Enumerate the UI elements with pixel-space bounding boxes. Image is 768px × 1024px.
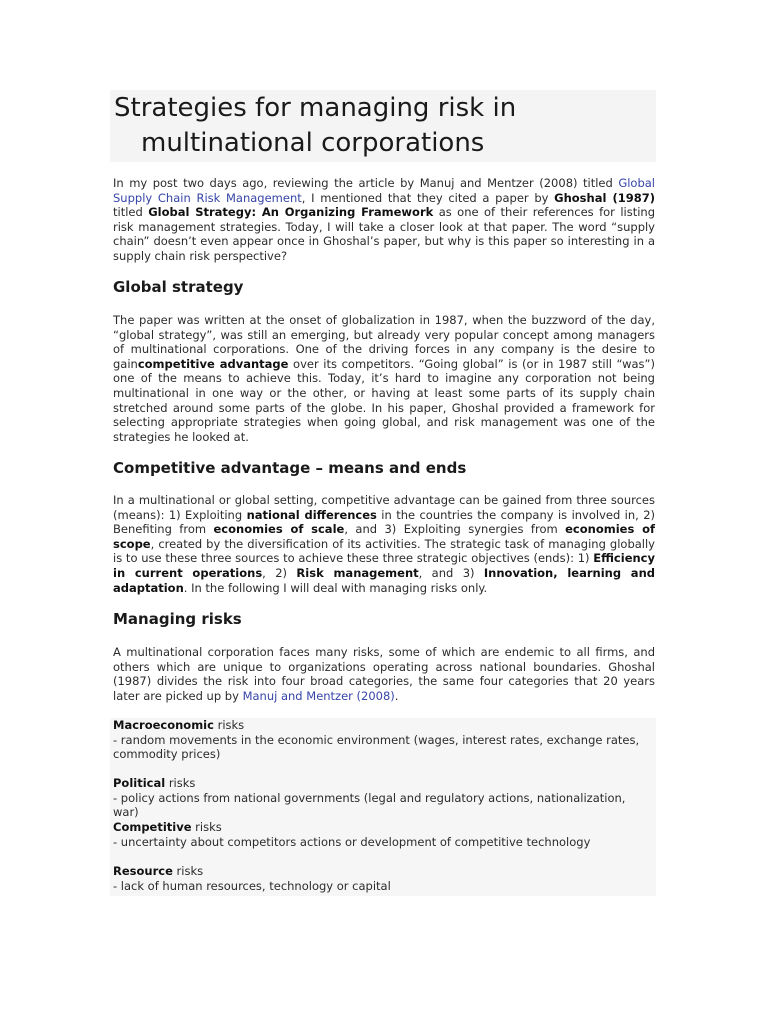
risk-categories-list <box>110 718 656 896</box>
risk-suffix: risks <box>213 718 245 732</box>
intro-text-4: as one of their references for listing risk management strategies. Today, I will take a closer look at that paper. The word “supply chain” doesn’t even appear once in Ghoshal’s paper, but why is this paper so interesting in a supply chain risk perspective? <box>113 205 655 263</box>
risk-suffix: risks <box>165 776 196 790</box>
ca-text-2: in the countries the company is involved in, 2) Benefiting from <box>113 507 656 537</box>
link-global-supply-chain-risk-management[interactable]: Global Supply Chain Risk Management <box>113 176 655 205</box>
list-item-resource-risks <box>113 864 653 893</box>
page-title-line-2: multinational corporations <box>141 128 485 158</box>
risk-suffix: risks <box>172 864 204 878</box>
risk-name: Resource <box>113 864 173 878</box>
list-item-macroeconomic-risks <box>113 718 653 762</box>
risk-name: Macroeconomic <box>113 718 214 732</box>
global-strategy-paragraph <box>113 313 655 444</box>
page-title-line-1: Strategies for managing risk in <box>114 93 517 123</box>
ca-text-6: , and 3) <box>418 565 484 580</box>
list-item-political-risks <box>113 776 653 820</box>
competitive-advantage-paragraph <box>113 493 655 595</box>
intro-paragraph <box>113 176 655 264</box>
risk-description: - lack of human resources, technology or capital <box>113 878 391 893</box>
heading-competitive-advantage: Competitive advantage – means and ends <box>113 459 467 477</box>
ca-bold-innovation: Innovation, learning and adaptation <box>113 565 655 595</box>
risk-name: Political <box>113 776 166 790</box>
ca-bold-economies-of-scale: economies of scale <box>213 522 345 537</box>
ca-text-3: , and 3) Exploiting synergies from <box>344 522 566 537</box>
ca-bold-economies-of-scope: economies of scope <box>113 522 655 551</box>
intro-text-2: , I mentioned that they cited a paper by <box>301 190 555 205</box>
ca-text-4: , created by the diversification of its activities. The strategic task of managing globally is to use these three sources to achieve these three strategic objectives (ends): 1) <box>113 536 655 566</box>
heading-global-strategy: Global strategy <box>113 278 244 296</box>
risk-suffix: risks <box>191 820 222 834</box>
managing-risks-paragraph <box>113 645 655 703</box>
ca-text-7: . In the following I will deal with managing risks only. <box>183 580 488 595</box>
mr-text-2: . <box>394 688 399 703</box>
intro-text-1: In my post two days ago, reviewing the article by Manuj and Mentzer (2008) titled <box>113 176 619 190</box>
page-title <box>110 90 656 162</box>
ca-text-1: In a multinational or global setting, competitive advantage can be gained from three sources (means): 1) Exploiting <box>113 493 655 522</box>
ca-text-5: , 2) <box>262 565 297 580</box>
intro-bold-ghoshal: Ghoshal (1987) <box>554 190 655 205</box>
intro-text-3: titled <box>113 205 149 220</box>
gs-bold-competitive-advantage: competitive advantage <box>137 356 289 371</box>
gs-text-2: over its competitors. “Going global” is (or in 1987 still “was”) one of the means to achieve this. Today, it’s hard to imagine any corporation not being multinational in one way or the other, or having at least some parts of its supply chain stretched around some parts of the globe. In his paper, Ghoshal provided a framework for selecting appropriate strategies when going global, and risk management was one of the strategies he looked at. <box>113 356 655 444</box>
risk-description: - random movements in the economic environment (wages, interest rates, exchange rates, commodity prices) <box>113 732 640 762</box>
risk-description: - uncertainty about competitors actions or development of competitive technology <box>113 834 591 849</box>
risk-description: - policy actions from national governments (legal and regulatory actions, nationalization, war) <box>113 790 626 820</box>
list-item-competitive-risks <box>113 820 653 849</box>
ca-bold-efficiency: Efficiency in current operations <box>113 551 655 580</box>
ca-bold-risk-management: Risk management <box>296 565 419 580</box>
link-manuj-and-mentzer[interactable]: Manuj and Mentzer (2008) <box>242 688 395 703</box>
gs-text-1: The paper was written at the onset of globalization in 1987, when the buzzword of the day, “global strategy”, was still an emerging, but already very popular concept among managers of multinational corporations. One of the driving forces in any company is the desire to gain <box>113 313 655 371</box>
intro-bold-paper-title: Global Strategy: An Organizing Framework <box>148 205 434 220</box>
risk-name: Competitive <box>113 820 192 834</box>
ca-bold-national-differences: national differences <box>246 507 377 522</box>
mr-text-1: A multinational corporation faces many risks, some of which are endemic to all firms, and others which are unique to organizations operating across national boundaries. Ghoshal (1987) divides the risk into four broad categories, the same four categories that 20 years later are picked up by <box>113 645 655 703</box>
heading-managing-risks: Managing risks <box>113 610 242 628</box>
